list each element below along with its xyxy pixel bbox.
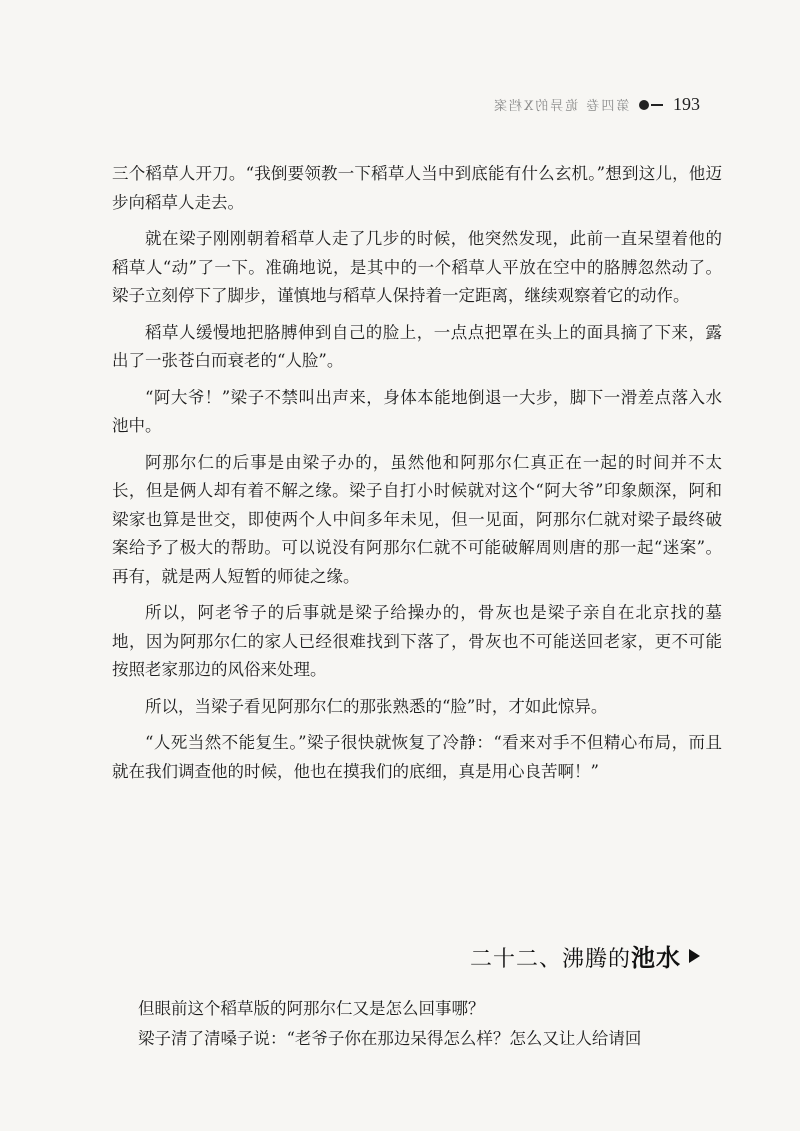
paragraph: “人死当然不能复生。”梁子很快就恢复了冷静：“看来对手不但精心布局，而且就在我们调查他的时候，他也在摸我们的底细，真是用心良苦啊！” — [112, 733, 722, 781]
paragraph: 三个稻草人开刀。“我倒要领教一下稻草人当中到底能有什么玄机。”想到这儿，他迈步向稻草人走去。 — [112, 164, 722, 212]
chapter-title — [470, 938, 681, 973]
running-title: 第四卷 诡异的X档案 — [491, 99, 629, 114]
chapter-title-prefix: 二十二、沸腾的 — [470, 947, 632, 972]
bullet-icon — [639, 100, 649, 110]
paragraph: 梁子清了清嗓子说：“老爷子你在那边呆得怎么样？怎么又让人给请回 — [138, 1029, 642, 1048]
paragraph: 阿那尔仁的后事是由梁子办的，虽然他和阿那尔仁真正在一起的时间并不太长，但是俩人却有着不解之缘。梁子自打小时候就对这个“阿大爷”印象颇深，阿和梁家也算是世交，即使两个人中间多年未见，但一见面，阿那尔仁就对梁子最终破案给予了极大的帮助。可以说没有阿那尔仁就不可能破解周则唐的那一起“迷案”。再有，就是两人短暂的师徒之缘。 — [112, 452, 722, 586]
chapter-title-bold: 池水 — [631, 943, 682, 972]
dash-icon — [651, 104, 663, 106]
paragraph: 稻草人缓慢地把胳膊伸到自己的脸上，一点点把罩在头上的面具摘了下来，露出了一张苍白而衰老的“人脸”。 — [112, 322, 722, 370]
paragraph: “阿大爷！”梁子不禁叫出声来，身体本能地倒退一大步，脚下一滑差点落入水池中。 — [112, 387, 722, 435]
paragraph: 就在梁子刚刚朝着稻草人走了几步的时候，他突然发现，此前一直呆望着他的稻草人“动”了一下。准确地说，是其中的一个稻草人平放在空中的胳膊忽然动了。梁子立刻停下了脚步，谨慎地与稻草人保持着一定距离，继续观察着它的动作。 — [112, 229, 722, 305]
page-header — [492, 94, 700, 115]
page-number: 193 — [673, 94, 700, 114]
paragraph: 但眼前这个稻草版的阿那尔仁又是怎么回事哪？ — [138, 999, 485, 1018]
paragraph: 所以，阿老爷子的后事就是梁子给操办的，骨灰也是梁子亲自在北京找的墓地，因为阿那尔仁的家人已经很难找到下落了，骨灰也不可能送回老家，更不可能按照老家那边的风俗来处理。 — [112, 603, 722, 679]
paragraph: 所以，当梁子看见阿那尔仁的那张熟悉的“脸”时，才如此惊异。 — [145, 696, 608, 716]
triangle-right-icon — [689, 949, 700, 963]
chapter-body — [138, 994, 722, 1054]
body-text — [112, 160, 722, 794]
chapter-heading — [470, 938, 700, 973]
